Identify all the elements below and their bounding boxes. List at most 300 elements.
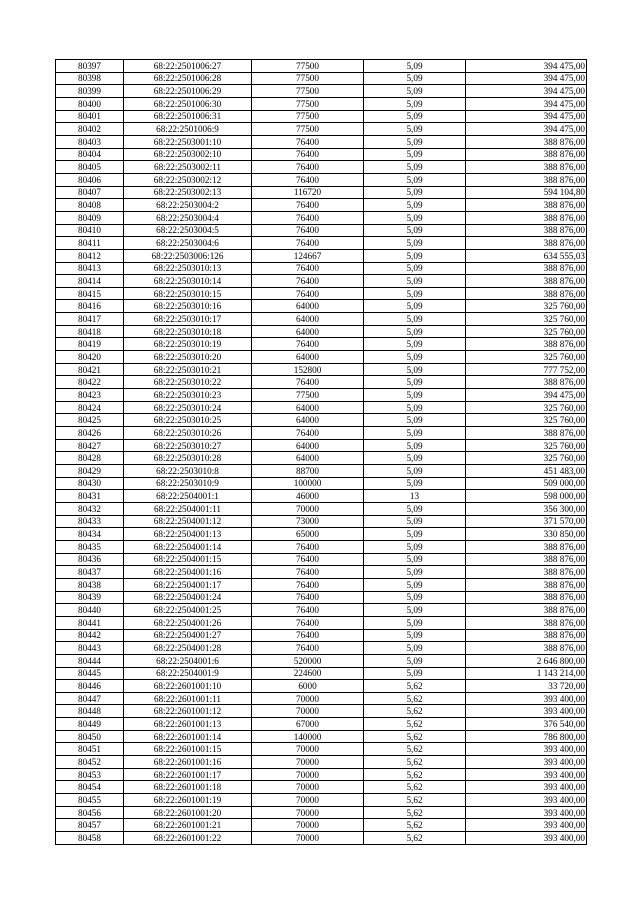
area-cell: 76400 — [252, 287, 364, 300]
rate-cell: 5,09 — [364, 275, 466, 288]
rate-cell: 5,09 — [364, 97, 466, 110]
row-number-cell: 80428 — [56, 452, 124, 465]
cadastral-number-cell: 68:22:2503004:4 — [124, 211, 252, 224]
row-number-cell: 80415 — [56, 287, 124, 300]
area-cell: 70000 — [252, 806, 364, 819]
cadastral-number-cell: 68:22:2601001:18 — [124, 781, 252, 794]
rate-cell: 5,62 — [364, 781, 466, 794]
row-number-cell: 80446 — [56, 680, 124, 693]
row-number-cell: 80433 — [56, 515, 124, 528]
area-cell: 76400 — [252, 540, 364, 553]
cadastral-value-table — [55, 59, 587, 845]
table-row — [56, 578, 587, 591]
row-number-cell: 80423 — [56, 389, 124, 402]
value-cell: 388 876,00 — [466, 199, 587, 212]
area-cell: 224600 — [252, 667, 364, 680]
area-cell: 77500 — [252, 110, 364, 123]
rate-cell: 5,09 — [364, 313, 466, 326]
cadastral-number-cell: 68:22:2504001:17 — [124, 578, 252, 591]
row-number-cell: 80438 — [56, 578, 124, 591]
row-number-cell: 80443 — [56, 642, 124, 655]
row-number-cell: 80427 — [56, 439, 124, 452]
row-number-cell: 80405 — [56, 161, 124, 174]
row-number-cell: 80419 — [56, 338, 124, 351]
table-row — [56, 249, 587, 262]
row-number-cell: 80445 — [56, 667, 124, 680]
value-cell: 388 876,00 — [466, 616, 587, 629]
cadastral-number-cell: 68:22:2504001:1 — [124, 490, 252, 503]
value-cell: 388 876,00 — [466, 211, 587, 224]
cadastral-number-cell: 68:22:2504001:15 — [124, 553, 252, 566]
value-cell: 1 143 214,00 — [466, 667, 587, 680]
row-number-cell: 80451 — [56, 743, 124, 756]
rate-cell: 5,09 — [364, 300, 466, 313]
rate-cell: 5,09 — [364, 667, 466, 680]
rate-cell: 5,09 — [364, 72, 466, 85]
value-cell: 451 483,00 — [466, 465, 587, 478]
cadastral-number-cell: 68:22:2503010:8 — [124, 465, 252, 478]
cadastral-number-cell: 68:22:2503010:23 — [124, 389, 252, 402]
table-row — [56, 819, 587, 832]
table-row — [56, 325, 587, 338]
cadastral-number-cell: 68:22:2503001:10 — [124, 135, 252, 148]
area-cell: 520000 — [252, 654, 364, 667]
row-number-cell: 80408 — [56, 199, 124, 212]
rate-cell: 5,09 — [364, 325, 466, 338]
table-row — [56, 502, 587, 515]
row-number-cell: 80437 — [56, 566, 124, 579]
value-cell: 388 876,00 — [466, 376, 587, 389]
table-row — [56, 540, 587, 553]
value-cell: 2 646 800,00 — [466, 654, 587, 667]
value-cell: 33 720,00 — [466, 680, 587, 693]
table-row — [56, 135, 587, 148]
value-cell: 394 475,00 — [466, 60, 587, 73]
cadastral-number-cell: 68:22:2601001:14 — [124, 730, 252, 743]
table-row — [56, 730, 587, 743]
value-cell: 394 475,00 — [466, 389, 587, 402]
area-cell: 116720 — [252, 186, 364, 199]
rate-cell: 5,09 — [364, 629, 466, 642]
row-number-cell: 80400 — [56, 97, 124, 110]
row-number-cell: 80431 — [56, 490, 124, 503]
rate-cell: 5,09 — [364, 414, 466, 427]
cadastral-number-cell: 68:22:2501006:30 — [124, 97, 252, 110]
rate-cell: 5,09 — [364, 389, 466, 402]
cadastral-number-cell: 68:22:2601001:13 — [124, 718, 252, 731]
rate-cell: 5,09 — [364, 123, 466, 136]
value-cell: 388 876,00 — [466, 338, 587, 351]
cadastral-number-cell: 68:22:2503002:11 — [124, 161, 252, 174]
area-cell: 70000 — [252, 705, 364, 718]
rate-cell: 5,09 — [364, 502, 466, 515]
cadastral-number-cell: 68:22:2504001:13 — [124, 528, 252, 541]
area-cell: 140000 — [252, 730, 364, 743]
rate-cell: 5,62 — [364, 705, 466, 718]
value-cell: 388 876,00 — [466, 540, 587, 553]
value-cell: 388 876,00 — [466, 275, 587, 288]
row-number-cell: 80444 — [56, 654, 124, 667]
rate-cell: 5,62 — [364, 768, 466, 781]
row-number-cell: 80429 — [56, 465, 124, 478]
rate-cell: 5,09 — [364, 287, 466, 300]
value-cell: 393 400,00 — [466, 819, 587, 832]
row-number-cell: 80397 — [56, 60, 124, 73]
rate-cell: 5,62 — [364, 806, 466, 819]
rate-cell: 5,09 — [364, 262, 466, 275]
cadastral-number-cell: 68:22:2504001:25 — [124, 604, 252, 617]
area-cell: 64000 — [252, 452, 364, 465]
table-row — [56, 705, 587, 718]
row-number-cell: 80458 — [56, 832, 124, 845]
table-row — [56, 173, 587, 186]
cadastral-number-cell: 68:22:2504001:28 — [124, 642, 252, 655]
value-cell: 786 800,00 — [466, 730, 587, 743]
row-number-cell: 80416 — [56, 300, 124, 313]
area-cell: 64000 — [252, 313, 364, 326]
row-number-cell: 80455 — [56, 794, 124, 807]
cadastral-number-cell: 68:22:2503004:6 — [124, 237, 252, 250]
cadastral-number-cell: 68:22:2504001:14 — [124, 540, 252, 553]
area-cell: 76400 — [252, 553, 364, 566]
table-row — [56, 553, 587, 566]
rate-cell: 5,09 — [364, 186, 466, 199]
cadastral-number-cell: 68:22:2503006:126 — [124, 249, 252, 262]
rate-cell: 5,09 — [364, 237, 466, 250]
cadastral-number-cell: 68:22:2601001:16 — [124, 756, 252, 769]
area-cell: 76400 — [252, 148, 364, 161]
cadastral-number-cell: 68:22:2503010:27 — [124, 439, 252, 452]
rate-cell: 5,09 — [364, 604, 466, 617]
cadastral-number-cell: 68:22:2504001:16 — [124, 566, 252, 579]
cadastral-number-cell: 68:22:2601001:19 — [124, 794, 252, 807]
table-row — [56, 528, 587, 541]
table-row — [56, 123, 587, 136]
row-number-cell: 80441 — [56, 616, 124, 629]
table-row — [56, 85, 587, 98]
row-number-cell: 80439 — [56, 591, 124, 604]
area-cell: 73000 — [252, 515, 364, 528]
value-cell: 394 475,00 — [466, 110, 587, 123]
row-number-cell: 80406 — [56, 173, 124, 186]
table-row — [56, 477, 587, 490]
table-row — [56, 591, 587, 604]
row-number-cell: 80440 — [56, 604, 124, 617]
cadastral-number-cell: 68:22:2504001:26 — [124, 616, 252, 629]
row-number-cell: 80421 — [56, 363, 124, 376]
area-cell: 77500 — [252, 123, 364, 136]
value-cell: 393 400,00 — [466, 832, 587, 845]
value-cell: 393 400,00 — [466, 705, 587, 718]
area-cell: 76400 — [252, 376, 364, 389]
table-row — [56, 756, 587, 769]
row-number-cell: 80412 — [56, 249, 124, 262]
area-cell: 64000 — [252, 325, 364, 338]
cadastral-number-cell: 68:22:2504001:27 — [124, 629, 252, 642]
table-row — [56, 832, 587, 845]
area-cell: 76400 — [252, 161, 364, 174]
row-number-cell: 80411 — [56, 237, 124, 250]
cadastral-number-cell: 68:22:2501006:9 — [124, 123, 252, 136]
table-row — [56, 186, 587, 199]
area-cell: 70000 — [252, 781, 364, 794]
cadastral-number-cell: 68:22:2503002:10 — [124, 148, 252, 161]
rate-cell: 5,62 — [364, 718, 466, 731]
area-cell: 64000 — [252, 351, 364, 364]
rate-cell: 5,09 — [364, 439, 466, 452]
cadastral-number-cell: 68:22:2503010:22 — [124, 376, 252, 389]
value-cell: 388 876,00 — [466, 553, 587, 566]
row-number-cell: 80456 — [56, 806, 124, 819]
row-number-cell: 80426 — [56, 427, 124, 440]
area-cell: 64000 — [252, 300, 364, 313]
rate-cell: 5,62 — [364, 832, 466, 845]
table-row — [56, 199, 587, 212]
table-row — [56, 718, 587, 731]
value-cell: 394 475,00 — [466, 97, 587, 110]
value-cell: 388 876,00 — [466, 604, 587, 617]
table-row — [56, 452, 587, 465]
rate-cell: 5,09 — [364, 654, 466, 667]
row-number-cell: 80450 — [56, 730, 124, 743]
table-row — [56, 427, 587, 440]
rate-cell: 5,09 — [364, 211, 466, 224]
table-row — [56, 300, 587, 313]
rate-cell: 5,09 — [364, 578, 466, 591]
area-cell: 76400 — [252, 629, 364, 642]
row-number-cell: 80448 — [56, 705, 124, 718]
value-cell: 634 555,03 — [466, 249, 587, 262]
rate-cell: 5,09 — [364, 161, 466, 174]
table-row — [56, 490, 587, 503]
value-cell: 388 876,00 — [466, 287, 587, 300]
table-row — [56, 97, 587, 110]
table-row — [56, 629, 587, 642]
row-number-cell: 80452 — [56, 756, 124, 769]
value-cell: 388 876,00 — [466, 591, 587, 604]
cadastral-number-cell: 68:22:2501006:31 — [124, 110, 252, 123]
value-cell: 393 400,00 — [466, 768, 587, 781]
value-cell: 394 475,00 — [466, 85, 587, 98]
rate-cell: 5,09 — [364, 199, 466, 212]
cadastral-number-cell: 68:22:2501006:27 — [124, 60, 252, 73]
cadastral-number-cell: 68:22:2503004:2 — [124, 199, 252, 212]
table-row — [56, 642, 587, 655]
cadastral-number-cell: 68:22:2503010:24 — [124, 401, 252, 414]
value-cell: 388 876,00 — [466, 173, 587, 186]
rate-cell: 5,09 — [364, 465, 466, 478]
value-cell: 325 760,00 — [466, 300, 587, 313]
rate-cell: 5,09 — [364, 540, 466, 553]
table-row — [56, 401, 587, 414]
rate-cell: 5,62 — [364, 730, 466, 743]
row-number-cell: 80453 — [56, 768, 124, 781]
value-cell: 325 760,00 — [466, 351, 587, 364]
rate-cell: 5,09 — [364, 85, 466, 98]
rate-cell: 5,09 — [364, 376, 466, 389]
cadastral-number-cell: 68:22:2504001:24 — [124, 591, 252, 604]
area-cell: 76400 — [252, 275, 364, 288]
area-cell: 76400 — [252, 211, 364, 224]
value-cell: 388 876,00 — [466, 135, 587, 148]
table-row — [56, 389, 587, 402]
value-cell: 325 760,00 — [466, 325, 587, 338]
cadastral-number-cell: 68:22:2503010:21 — [124, 363, 252, 376]
cadastral-number-cell: 68:22:2503010:13 — [124, 262, 252, 275]
table-row — [56, 376, 587, 389]
area-cell: 70000 — [252, 819, 364, 832]
table-row — [56, 680, 587, 693]
row-number-cell: 80424 — [56, 401, 124, 414]
value-cell: 393 400,00 — [466, 806, 587, 819]
cadastral-number-cell: 68:22:2503010:20 — [124, 351, 252, 364]
area-cell: 64000 — [252, 414, 364, 427]
area-cell: 77500 — [252, 60, 364, 73]
table-row — [56, 161, 587, 174]
row-number-cell: 80442 — [56, 629, 124, 642]
value-cell: 388 876,00 — [466, 161, 587, 174]
table-row — [56, 338, 587, 351]
table-row — [56, 363, 587, 376]
cadastral-number-cell: 68:22:2601001:12 — [124, 705, 252, 718]
rate-cell: 5,09 — [364, 224, 466, 237]
row-number-cell: 80422 — [56, 376, 124, 389]
table-row — [56, 667, 587, 680]
cadastral-number-cell: 68:22:2504001:9 — [124, 667, 252, 680]
row-number-cell: 80457 — [56, 819, 124, 832]
area-cell: 76400 — [252, 199, 364, 212]
value-cell: 393 400,00 — [466, 756, 587, 769]
table-row — [56, 224, 587, 237]
area-cell: 70000 — [252, 768, 364, 781]
rate-cell: 5,09 — [364, 591, 466, 604]
area-cell: 70000 — [252, 502, 364, 515]
value-cell: 509 000,00 — [466, 477, 587, 490]
row-number-cell: 80398 — [56, 72, 124, 85]
table-row — [56, 414, 587, 427]
value-cell: 388 876,00 — [466, 237, 587, 250]
value-cell: 394 475,00 — [466, 123, 587, 136]
area-cell: 100000 — [252, 477, 364, 490]
cadastral-number-cell: 68:22:2504001:11 — [124, 502, 252, 515]
area-cell: 70000 — [252, 692, 364, 705]
cadastral-number-cell: 68:22:2503010:28 — [124, 452, 252, 465]
area-cell: 76400 — [252, 224, 364, 237]
table-row — [56, 604, 587, 617]
table-row — [56, 72, 587, 85]
row-number-cell: 80410 — [56, 224, 124, 237]
value-cell: 388 876,00 — [466, 629, 587, 642]
cadastral-number-cell: 68:22:2601001:15 — [124, 743, 252, 756]
area-cell: 76400 — [252, 642, 364, 655]
row-number-cell: 80409 — [56, 211, 124, 224]
table-row — [56, 794, 587, 807]
area-cell: 76400 — [252, 578, 364, 591]
cadastral-number-cell: 68:22:2503002:12 — [124, 173, 252, 186]
rate-cell: 5,09 — [364, 401, 466, 414]
table-row — [56, 806, 587, 819]
rate-cell: 5,62 — [364, 819, 466, 832]
rate-cell: 5,62 — [364, 743, 466, 756]
value-cell: 388 876,00 — [466, 578, 587, 591]
area-cell: 124667 — [252, 249, 364, 262]
area-cell: 76400 — [252, 566, 364, 579]
area-cell: 70000 — [252, 756, 364, 769]
area-cell: 76400 — [252, 135, 364, 148]
value-cell: 371 570,00 — [466, 515, 587, 528]
value-cell: 598 000,00 — [466, 490, 587, 503]
rate-cell: 5,62 — [364, 794, 466, 807]
rate-cell: 5,09 — [364, 351, 466, 364]
table-row — [56, 313, 587, 326]
row-number-cell: 80430 — [56, 477, 124, 490]
area-cell: 76400 — [252, 262, 364, 275]
area-cell: 77500 — [252, 72, 364, 85]
value-cell: 393 400,00 — [466, 794, 587, 807]
rate-cell: 5,09 — [364, 642, 466, 655]
row-number-cell: 80413 — [56, 262, 124, 275]
cadastral-number-cell: 68:22:2601001:10 — [124, 680, 252, 693]
area-cell: 76400 — [252, 338, 364, 351]
row-number-cell: 80454 — [56, 781, 124, 794]
rate-cell: 5,62 — [364, 756, 466, 769]
table-body — [56, 60, 587, 845]
value-cell: 325 760,00 — [466, 439, 587, 452]
area-cell: 76400 — [252, 616, 364, 629]
area-cell: 76400 — [252, 591, 364, 604]
area-cell: 152800 — [252, 363, 364, 376]
area-cell: 76400 — [252, 237, 364, 250]
value-cell: 330 850,00 — [466, 528, 587, 541]
cadastral-number-cell: 68:22:2503010:15 — [124, 287, 252, 300]
cadastral-number-cell: 68:22:2601001:20 — [124, 806, 252, 819]
row-number-cell: 80420 — [56, 351, 124, 364]
value-cell: 388 876,00 — [466, 427, 587, 440]
rate-cell: 5,09 — [364, 566, 466, 579]
table-row — [56, 654, 587, 667]
rate-cell: 5,09 — [364, 173, 466, 186]
table-row — [56, 439, 587, 452]
row-number-cell: 80418 — [56, 325, 124, 338]
value-cell: 388 876,00 — [466, 566, 587, 579]
rate-cell: 5,62 — [364, 680, 466, 693]
rate-cell: 5,09 — [364, 515, 466, 528]
rate-cell: 13 — [364, 490, 466, 503]
rate-cell: 5,09 — [364, 477, 466, 490]
table-row — [56, 768, 587, 781]
value-cell: 376 540,00 — [466, 718, 587, 731]
area-cell: 76400 — [252, 604, 364, 617]
cadastral-number-cell: 68:22:2501006:28 — [124, 72, 252, 85]
area-cell: 70000 — [252, 794, 364, 807]
table-row — [56, 566, 587, 579]
row-number-cell: 80417 — [56, 313, 124, 326]
value-cell: 393 400,00 — [466, 743, 587, 756]
rate-cell: 5,09 — [364, 363, 466, 376]
rate-cell: 5,09 — [364, 249, 466, 262]
rate-cell: 5,09 — [364, 148, 466, 161]
cadastral-number-cell: 68:22:2601001:11 — [124, 692, 252, 705]
area-cell: 77500 — [252, 389, 364, 402]
cadastral-number-cell: 68:22:2503002:13 — [124, 186, 252, 199]
row-number-cell: 80425 — [56, 414, 124, 427]
table-row — [56, 515, 587, 528]
rate-cell: 5,09 — [364, 452, 466, 465]
area-cell: 6000 — [252, 680, 364, 693]
value-cell: 393 400,00 — [466, 692, 587, 705]
cadastral-number-cell: 68:22:2504001:12 — [124, 515, 252, 528]
area-cell: 76400 — [252, 173, 364, 186]
